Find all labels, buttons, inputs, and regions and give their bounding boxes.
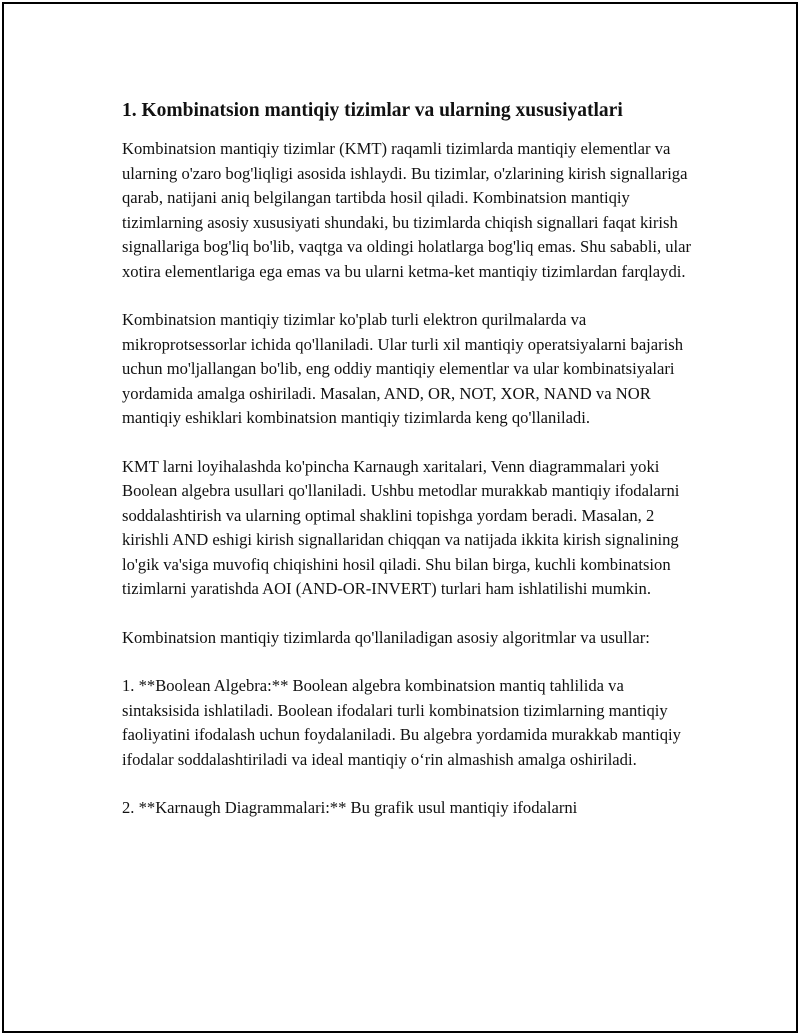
list-item-karnaugh-diagrams: 2. **Karnaugh Diagrammalari:** Bu grafik usul mantiqiy ifodalarni (122, 798, 578, 817)
page (2, 2, 798, 1033)
paragraph-intro: Kombinatsion mantiqiy tizimlar (KMT) raqamli tizimlarda mantiqiy elementlar va ularning o'zaro bog'liqligi asosida ishlaydi. Bu tizimlar, o'zlarining kirish signallariga qarab, natijani aniq belgilangan tartibda hosil qiladi. Kombinatsion mantiqiy tizimlarning asosiy xususiyati shundaki, bu tizimlarda chiqish signallari faqat kirish signallariga bog'liq bo'lib, vaqtga va oldingi holatlarga bog'liq emas. Shu sababli, ular xotira elementlariga ega emas va bu ularni ketma-ket mantiqiy tizimlardan farqlaydi. (122, 139, 692, 281)
document-title: 1. Kombinatsion mantiqiy tizimlar va ularning xususiyatlari (122, 100, 623, 121)
document-body (122, 98, 692, 821)
paragraph-design-methods: KMT larni loyihalashda ko'pincha Karnaugh xaritalari, Venn diagrammalari yoki Boolean algebra usullari qo'llaniladi. Ushbu metodlar murakkab mantiqiy ifodalarni soddalashtirish va ularning optimal shaklini topishga yordam beradi. Masalan, 2 kirishli AND eshigi kirish signallaridan chiqqan va natijada ikkita kirish signalining lo'gik va'siga muvofiq chiqishini hosil qiladi. Shu bilan birga, kuchli kombinatsion tizimlarni yaratishda AOI (AND-OR-INVERT) turlari ham ishlatilishi mumkin. (122, 456, 680, 598)
list-item-boolean-algebra: 1. **Boolean Algebra:** Boolean algebra kombinatsion mantiq tahlilida va sintaksisida ishlatiladi. Boolean ifodalari turli kombinatsion tizimlarning mantiqiy faoliyatini ifodalash uchun foydalaniladi. Bu algebra yordamida murakkab mantiqiy ifodalar soddalashtiriladi va ideal mantiqiy o‘rin almashish amalga oshiriladi. (122, 676, 681, 769)
paragraph-applications: Kombinatsion mantiqiy tizimlar ko'plab turli elektron qurilmalarda va mikroprotsessorlar ichida qo'llaniladi. Ular turli xil mantiqiy operatsiyalarni bajarish uchun mo'ljallangan bo'lib, eng oddiy mantiqiy elementlar va ular kombinatsiyalari yordamida amalga oshiriladi. Masalan, AND, OR, NOT, XOR, NAND va NOR mantiqiy eshiklari kombinatsion mantiqiy tizimlarda keng qo'llaniladi. (122, 310, 684, 427)
paragraph-algorithms-heading: Kombinatsion mantiqiy tizimlarda qo'llaniladigan asosiy algoritmlar va usullar: (122, 627, 650, 647)
